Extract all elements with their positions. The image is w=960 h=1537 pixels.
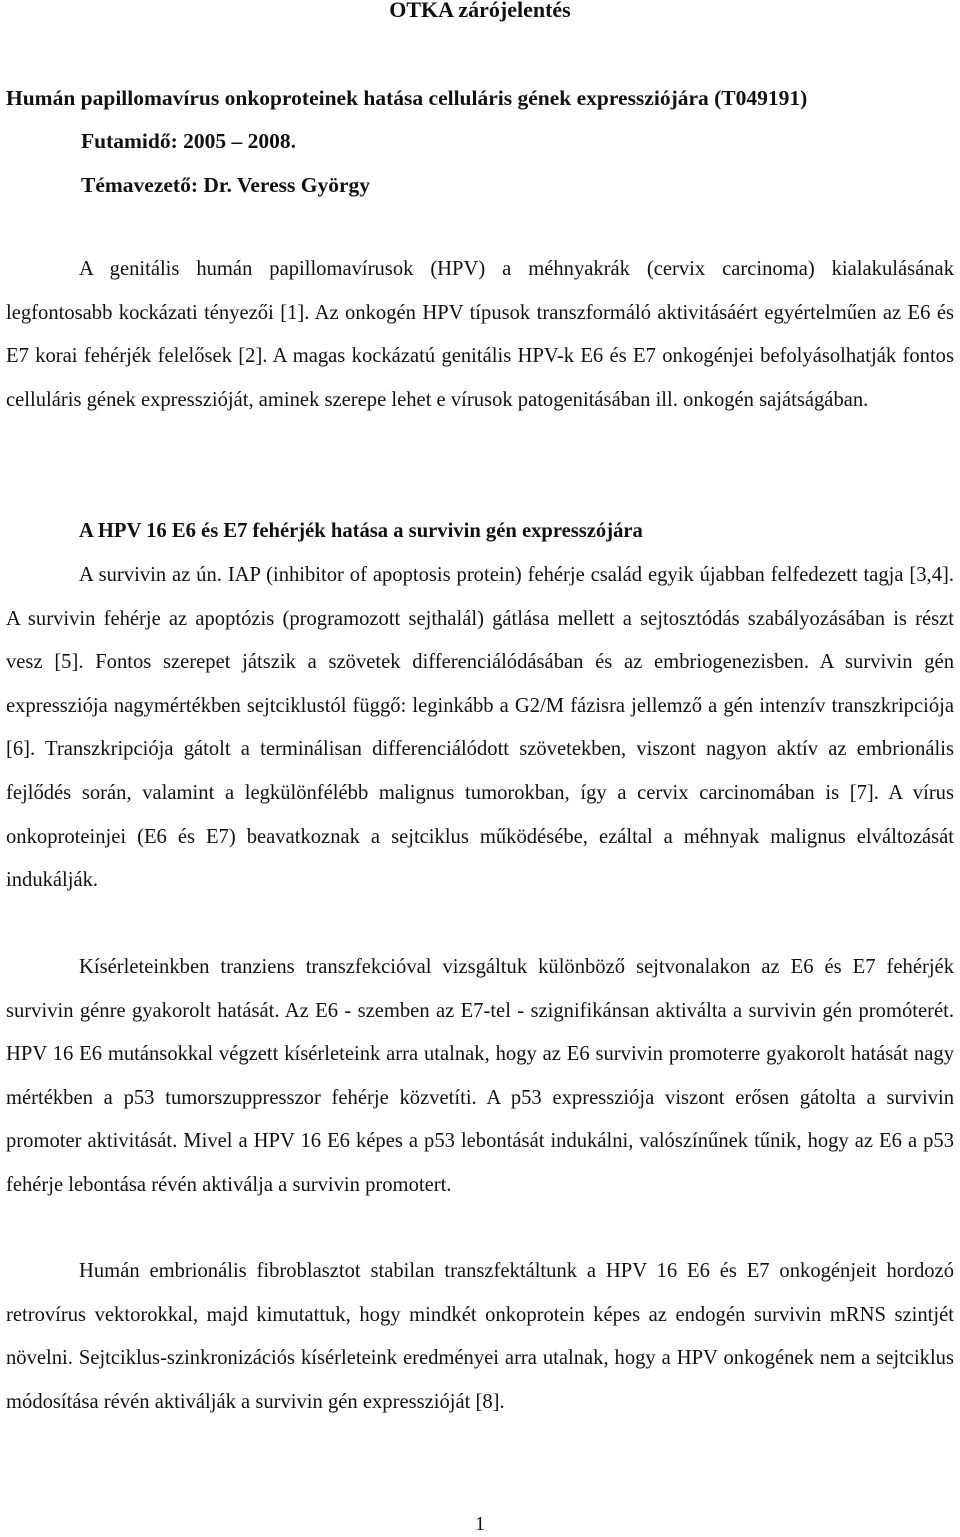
project-title: Humán papillomavírus onkoproteinek hatása celluláris gének expressziójára (T049191)	[6, 86, 808, 110]
paragraph-intro: A genitális humán papillomavírusok (HPV) a méhnyakrák (cervix carcinoma) kialakulásának legfontosabb kockázati tényezői [1]. Az onkogén HPV típusok transzformáló aktivitásáért egyértelműen az E6 és E7 korai fehérjék felelősek [2]. A magas kockázatú genitális HPV-k E6 és E7 onkogénjei befolyásolhatják fontos celluláris gének expresszióját, aminek szerepe lehet e vírusok patogenitásában ill. onkogén sajátságában.	[6, 258, 954, 411]
project-supervisor: Témavezető: Dr. Veress György	[81, 173, 370, 197]
paragraph-experiments: Kísérleteinkben tranziens transzfekcióval vizsgáltuk különböző sejtvonalakon az E6 és E7 fehérjék survivin génre gyakorolt hatását. Az E6 - szemben az E7-tel - szignifikánsan aktiválta a survivin gén promóterét. HPV 16 E6 mutánsokkal végzett kísérleteink arra utalnak, hogy az E6 survivin promoterre gyakorolt hatását nagy mértékben a p53 tumorszuppresszor fehérje közvetíti. A p53 expressziója viszont erősen gátolta a survivin promoter aktivitását. Mivel a HPV 16 E6 képes a p53 lebontását indukálni, valószínűnek tűnik, hogy az E6 a p53 fehérje lebontása révén aktiválja a survivin promotert.	[6, 956, 954, 1196]
paragraph-survivin-background: A survivin az ún. IAP (inhibitor of apoptosis protein) fehérje család egyik újabban felfedezett tagja [3,4]. A survivin fehérje az apoptózis (programozott sejthalál) gátlása mellett a sejtosztódás szabályozásában is részt vesz [5]. Fontos szerepet játszik a szövetek differenciálódásában és az embriogenezisben. A survivin gén expressziója nagymértékben sejtciklustól függő: leginkább a G2/M fázisra jellemző a gén intenzív transzkripciója [6]. Transzkripciója gátolt a terminálisan differenciálódott szövetekben, viszont nagyon aktív az embrionális fejlődés során, valamint a legkülönfélébb malignus tumorokban, így a cervix carcinomában is [7]. A vírus onkoproteinjei (E6 és E7) beavatkoznak a sejtciklus működésébe, ezáltal a méhnyak malignus elváltozását indukálják.	[6, 564, 954, 892]
paragraph-fibroblasts: Humán embrionális fibroblasztot stabilan transzfektáltunk a HPV 16 E6 és E7 onkogénjeit hordozó retrovírus vektorokkal, majd kimutattuk, hogy mindkét onkoprotein képes az endogén survivin mRNS szintjét növelni. Sejtciklus-szinkronizációs kísérleteink eredményei arra utalnak, hogy a HPV onkogének nem a sejtciklus módosítása révén aktiválják a survivin gén expresszióját [8].	[6, 1260, 954, 1413]
document-title: OTKA zárójelentés	[389, 0, 571, 22]
project-duration: Futamidő: 2005 – 2008.	[81, 129, 296, 153]
section-heading: A HPV 16 E6 és E7 fehérjék hatása a survivin gén expresszójára	[79, 520, 643, 542]
page-number: 1	[475, 1513, 485, 1535]
